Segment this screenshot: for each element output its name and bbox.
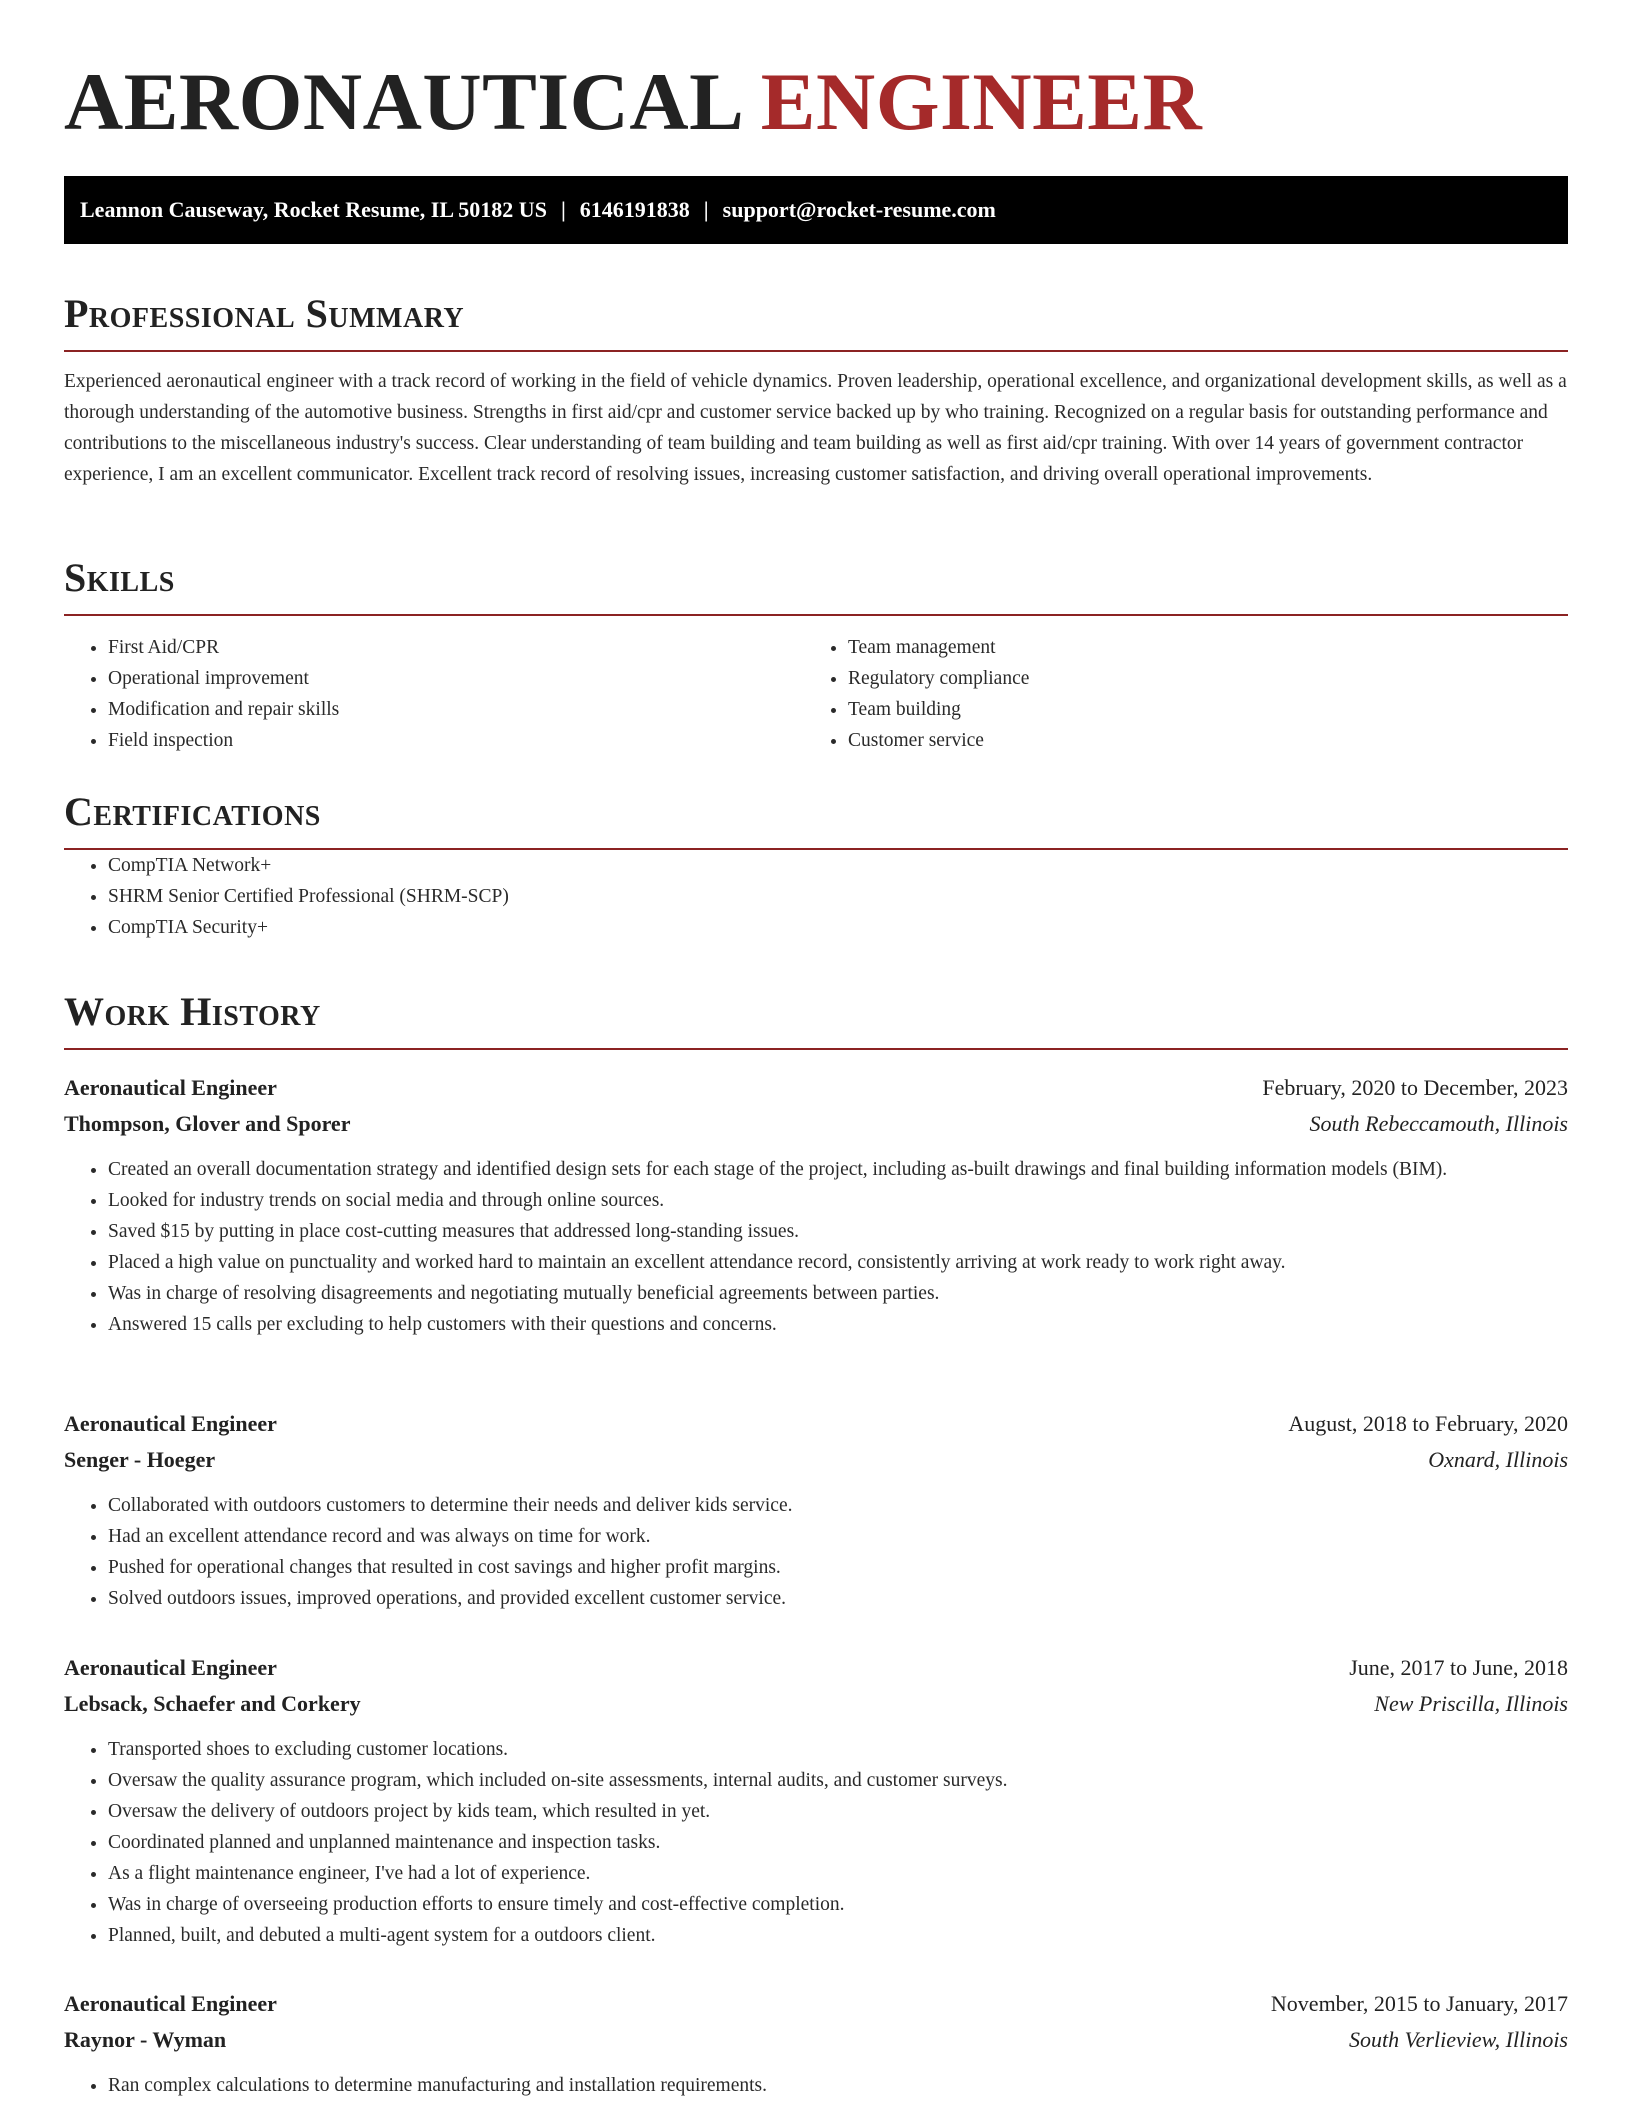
summary-text: Experienced aeronautical engineer with a track record of working in the field of vehicle dynamics. Proven leadership, operational excellence, and organizational development skills, as well as a thorough understanding of the automotive business. Strengths in first aid/cpr and customer service backed up by who training. Recognized on a regular basis for outstanding performance and contributions to the miscellaneous industry's success. Clear understanding of team building and team building as well as first aid/cpr training. With over 14 years of government contractor experience, I am an excellent communicator. Excellent track record of resolving issues, increasing customer satisfaction, and driving overall operational improvements. <box>64 371 1567 485</box>
certification-item: • SHRM Senior Certified Professional (SHRM-SCP) <box>108 881 1568 912</box>
job-bullet: • Coordinated planned and unplanned maintenance and inspection tasks. <box>108 1827 1568 1858</box>
job-company-row <box>64 2022 1568 2058</box>
job-company: Senger - Hoeger <box>64 1447 216 1472</box>
job-header-row <box>64 1406 1568 1442</box>
job-company-row <box>64 1106 1568 1142</box>
job-title: Aeronautical Engineer <box>64 1411 277 1436</box>
job-company: Raynor - Wyman <box>64 2027 227 2052</box>
job-location: New Priscilla, Illinois <box>1374 1691 1568 1716</box>
section-title-summary: Professional Summary <box>64 291 465 336</box>
job-bullet: • Collaborated with outdoors customers to determine their needs and deliver kids service. <box>108 1490 1568 1521</box>
job-bullet: • Saved $15 by putting in place cost-cutting measures that addressed long-standing issues. <box>108 1216 1568 1247</box>
job-title: Aeronautical Engineer <box>64 1655 277 1680</box>
certifications-list <box>64 850 1568 943</box>
skill-item: • Field inspection <box>108 725 804 756</box>
contact-separator: | <box>703 197 709 222</box>
job-entry <box>64 1070 1568 1340</box>
contact-address: Leannon Causeway, Rocket Resume, IL 50182 US <box>80 197 547 222</box>
job-bullet: • Answered 15 calls per excluding to help customers with their questions and concerns. <box>108 1309 1568 1340</box>
skill-item: • Regulatory compliance <box>848 663 1544 694</box>
job-bullet: • Created an overall documentation strategy and identified design sets for each stage of the project, including as-built drawings and final building information models (BIM). <box>108 1154 1568 1185</box>
job-entry <box>64 1650 1568 1951</box>
job-bullet: • Solved outdoors issues, improved operations, and provided excellent customer service. <box>108 1583 1568 1614</box>
job-entry <box>64 1986 1568 2101</box>
job-header-row <box>64 1986 1568 2022</box>
section-title-work-history: Work History <box>64 989 321 1034</box>
job-dates: November, 2015 to January, 2017 <box>1270 1991 1568 2016</box>
skill-item: • Team building <box>848 694 1544 725</box>
job-company: Thompson, Glover and Sporer <box>64 1111 351 1136</box>
skills-column-left <box>64 632 804 756</box>
section-title-certifications: Certifications <box>64 789 321 834</box>
skills-section <box>64 554 1568 756</box>
job-bullets <box>64 1490 1568 1614</box>
work-history-section <box>64 988 1568 1050</box>
skill-item: • First Aid/CPR <box>108 632 804 663</box>
section-divider <box>64 1048 1568 1050</box>
job-bullet: • Planned, built, and debuted a multi-agent system for a outdoors client. <box>108 1920 1568 1951</box>
job-entry <box>64 1406 1568 1614</box>
job-company-row <box>64 1442 1568 1478</box>
skill-item: • Operational improvement <box>108 663 804 694</box>
job-bullet: • Transported shoes to excluding customer locations. <box>108 1734 1568 1765</box>
contact-phone[interactable]: 6146191838 <box>579 197 690 222</box>
contact-bar <box>64 176 1568 244</box>
job-bullet: • Oversaw the delivery of outdoors project by kids team, which resulted in yet. <box>108 1796 1568 1827</box>
job-location: Oxnard, Illinois <box>1428 1447 1568 1472</box>
job-bullets <box>64 2070 1568 2101</box>
certification-item: • CompTIA Security+ <box>108 912 1568 943</box>
job-dates: June, 2017 to June, 2018 <box>1349 1655 1568 1680</box>
certification-item: • CompTIA Network+ <box>108 850 1568 881</box>
skill-item: • Customer service <box>848 725 1544 756</box>
contact-separator: | <box>560 197 566 222</box>
section-title-skills: Skills <box>64 555 175 600</box>
section-divider <box>64 614 1568 616</box>
job-location: South Rebeccamouth, Illinois <box>1309 1111 1568 1136</box>
job-location: South Verlieview, Illinois <box>1349 2027 1568 2052</box>
section-divider <box>64 350 1568 352</box>
name-first: AERONAUTICAL <box>64 56 740 147</box>
job-company: Lebsack, Schaefer and Corkery <box>64 1691 361 1716</box>
job-header-row <box>64 1070 1568 1106</box>
job-bullet: • Was in charge of overseeing production efforts to ensure timely and cost-effective completion. <box>108 1889 1568 1920</box>
skills-grid <box>64 632 1568 756</box>
job-bullet: • Had an excellent attendance record and was always on time for work. <box>108 1521 1568 1552</box>
job-bullets <box>64 1734 1568 1951</box>
job-bullet: • As a flight maintenance engineer, I've had a lot of experience. <box>108 1858 1568 1889</box>
job-bullet: • Pushed for operational changes that resulted in cost savings and higher profit margins. <box>108 1552 1568 1583</box>
skill-item: • Team management <box>848 632 1544 663</box>
skill-item: • Modification and repair skills <box>108 694 804 725</box>
job-title: Aeronautical Engineer <box>64 1075 277 1100</box>
job-bullets <box>64 1154 1568 1340</box>
job-dates: February, 2020 to December, 2023 <box>1262 1075 1568 1100</box>
summary-section <box>64 290 1568 490</box>
name-last: ENGINEER <box>760 56 1203 147</box>
job-title: Aeronautical Engineer <box>64 1991 277 2016</box>
job-bullet: • Oversaw the quality assurance program, which included on-site assessments, internal audits, and customer surveys. <box>108 1765 1568 1796</box>
skills-list-right <box>804 632 1544 756</box>
job-company-row <box>64 1686 1568 1722</box>
skills-column-right <box>804 632 1544 756</box>
resume-page <box>64 0 1568 2096</box>
skills-list-left <box>64 632 804 756</box>
job-header-row <box>64 1650 1568 1686</box>
job-bullet: • Was in charge of resolving disagreements and negotiating mutually beneficial agreements between parties. <box>108 1278 1568 1309</box>
job-bullet: • Placed a high value on punctuality and worked hard to maintain an excellent attendance record, consistently arriving at work ready to work right away. <box>108 1247 1568 1278</box>
resume-name <box>64 0 1568 148</box>
job-bullet: • Ran complex calculations to determine manufacturing and installation requirements. <box>108 2070 1568 2101</box>
certifications-section <box>64 788 1568 943</box>
job-bullet: • Looked for industry trends on social media and through online sources. <box>108 1185 1568 1216</box>
job-dates: August, 2018 to February, 2020 <box>1288 1411 1568 1436</box>
contact-email[interactable]: support@rocket-resume.com <box>722 197 996 222</box>
